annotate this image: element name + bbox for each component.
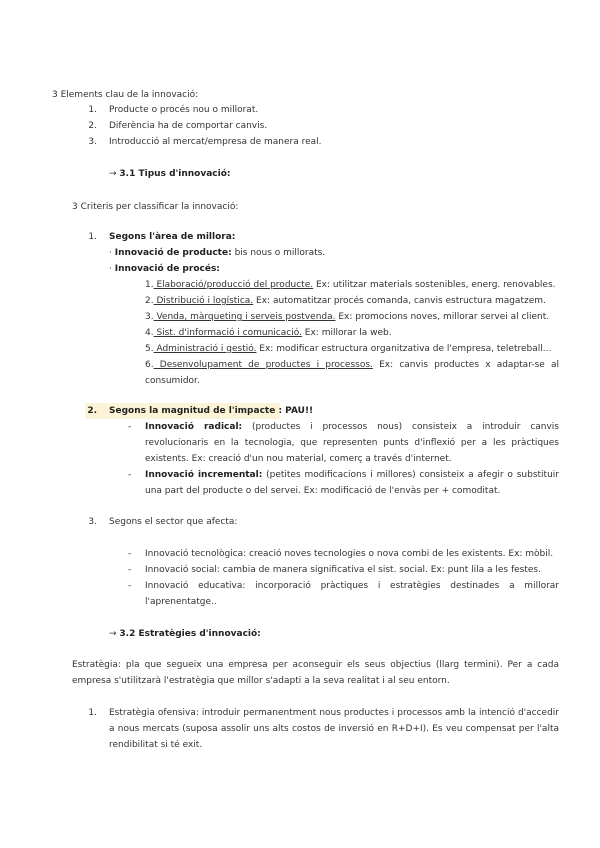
proces-label: Innovació de procés: bbox=[114, 264, 220, 274]
list-item: Producte o procés nou o millorat. bbox=[109, 105, 259, 115]
list-number: 3. bbox=[88, 137, 97, 147]
item-number: 4. bbox=[145, 328, 154, 338]
criteris-heading: 3 Criteris per classificar la innovació: bbox=[72, 202, 239, 212]
item-underlined: Distribució i logística. bbox=[153, 296, 254, 306]
radical-label: Innovació radical: bbox=[145, 422, 243, 432]
ofensiva-paragraph: Estratègia ofensiva: introduir permanentment nous productes i processos amb la intenció d'accedir a nous mercats (suposa assolir uns alts costos de inversió en R+D+I). Es veu compensat per l'alta rendibilitat si té exit. bbox=[109, 708, 559, 750]
dash-bullet: - bbox=[128, 565, 132, 575]
radical-paragraph bbox=[145, 419, 559, 467]
sector-title: Segons el sector que afecta: bbox=[109, 517, 238, 527]
item-number: 5. bbox=[145, 344, 154, 354]
item-text: Ex: utilitzar materials sostenibles, energ. renovables. bbox=[313, 280, 556, 290]
list-number: 1. bbox=[88, 105, 97, 115]
proces-item bbox=[145, 325, 392, 341]
list-number: 3. bbox=[88, 517, 97, 527]
proces-item bbox=[145, 277, 556, 293]
proces-item bbox=[145, 309, 549, 325]
bullet: · bbox=[109, 264, 115, 274]
item-number: 3. bbox=[145, 312, 154, 322]
list-number: 1. bbox=[88, 708, 97, 718]
item-underlined: Sist. d'informació i comunicació. bbox=[153, 328, 302, 338]
list-number bbox=[83, 403, 97, 419]
arrow-icon: → bbox=[109, 169, 117, 179]
magnitud-title-text: Segons la magnitud de l'impacte : PAU!! bbox=[109, 406, 314, 416]
incremental-text: (petites modificacions i millores) consisteix a afegir o substituir una part del producte o del servei. Ex: modificació de l'envàs per + comoditat. bbox=[145, 470, 559, 496]
number-text: 2. bbox=[87, 406, 97, 416]
item-number: 1. bbox=[145, 280, 154, 290]
producte-line bbox=[109, 245, 325, 261]
area-title bbox=[109, 229, 235, 245]
magnitud-title bbox=[109, 403, 313, 419]
item-number: 6. bbox=[145, 360, 154, 370]
dash-bullet: - bbox=[128, 422, 132, 432]
sector-item: Innovació educativa: incorporació pràctiques i estratègies destinades a millorar l'aprenentatge.. bbox=[145, 581, 559, 607]
item-number: 2. bbox=[145, 296, 154, 306]
estrategia-paragraph: Estratègia: pla que segueix una empresa per aconseguir els seus objectius (llarg termini). Per a cada empresa s'utilitzarà l'estratègia que millor s'adapti a la seva realitat i al seu entorn. bbox=[72, 660, 559, 686]
incremental-paragraph bbox=[145, 467, 559, 499]
item-text: Ex: promocions noves, millorar servei al client. bbox=[335, 312, 550, 322]
item-text: Ex: modificar estructura organitzativa de l'empresa, teletreball... bbox=[256, 344, 552, 354]
item-underlined: Desenvolupament de productes i processos. bbox=[153, 360, 373, 370]
dash-bullet: - bbox=[128, 549, 132, 559]
proces-line bbox=[109, 261, 220, 277]
elements-heading: 3 Elements clau de la innovació: bbox=[52, 90, 199, 100]
dash-bullet: - bbox=[128, 470, 132, 480]
section-title: 3.1 Tipus d'innovació: bbox=[119, 169, 231, 179]
dash-bullet: - bbox=[128, 581, 132, 591]
radical-text: (productes i processos nous) consisteix a introduir canvis revolucionaris en la tecnologia, que representen punts d'inflexió per a les pràctiques existents. Ex: creació d'un nou material, comerç a través d'internet. bbox=[145, 422, 559, 464]
incremental-label: Innovació incremental: bbox=[145, 470, 263, 480]
item-text: Ex: canvis productes x adaptar-se al consumidor. bbox=[145, 360, 559, 386]
item-underlined: Administració i gestió. bbox=[153, 344, 257, 354]
bullet: · bbox=[109, 248, 115, 258]
producte-text: bis nous o millorats. bbox=[231, 248, 326, 258]
list-number: 2. bbox=[88, 121, 97, 131]
item-text: Ex: millorar la web. bbox=[301, 328, 392, 338]
list-item: Diferència ha de comportar canvis. bbox=[109, 121, 268, 131]
proces-item bbox=[145, 357, 559, 389]
item-underlined: Venda, màrqueting i serveis postvenda. bbox=[153, 312, 336, 322]
sector-item: Innovació tecnològica: creació noves tecnologies o nova combi de les existents. Ex: mòbil. bbox=[145, 549, 554, 559]
section-heading-3-1 bbox=[109, 166, 231, 182]
list-number: 1. bbox=[88, 232, 97, 242]
proces-item bbox=[145, 293, 546, 309]
arrow-icon: → bbox=[109, 629, 117, 639]
item-text: Ex: automatitzar procés comanda, canvis estructura magatzem. bbox=[253, 296, 546, 306]
section-heading-3-2 bbox=[109, 626, 261, 642]
item-underlined: Elaboració/producció del producte. bbox=[153, 280, 314, 290]
producte-label: Innovació de producte: bbox=[114, 248, 232, 258]
area-title-text: Segons l'àrea de millora: bbox=[109, 232, 236, 242]
section-title: 3.2 Estratègies d'innovació: bbox=[119, 629, 261, 639]
proces-item bbox=[145, 341, 551, 357]
list-item: Introducció al mercat/empresa de manera real. bbox=[109, 137, 322, 147]
sector-item: Innovació social: cambia de manera significativa el sist. social. Ex: punt lila a les festes. bbox=[145, 565, 541, 575]
